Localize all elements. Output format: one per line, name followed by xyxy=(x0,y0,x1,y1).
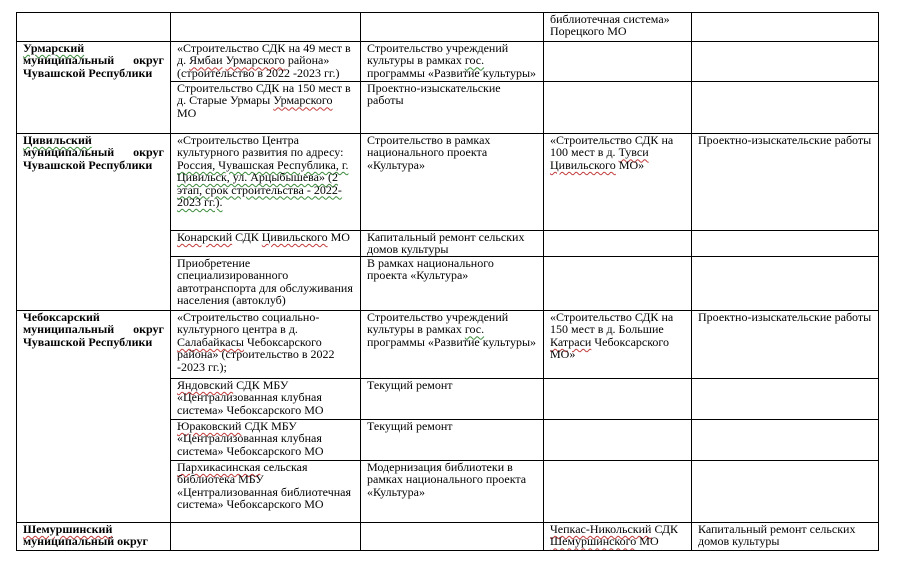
object-cell: Строительство СДК на 150 мест в д. Старые Урмары Урмарского МО xyxy=(171,82,361,134)
direction-cell: Капитальный ремонт сельских домов культуры xyxy=(361,231,544,257)
direction-cell: Текущий ремонт xyxy=(361,420,544,461)
object-cell: Приобретение специализированного автотранспорта для обслуживания населения (автоклуб) xyxy=(171,257,361,311)
plan-object-cell xyxy=(544,82,692,134)
direction-cell: Текущий ремонт xyxy=(361,379,544,420)
table-row xyxy=(17,134,879,231)
object-cell xyxy=(171,523,361,551)
plan-direction-cell xyxy=(692,231,879,257)
object-cell: Юраковский СДК МБУ «Централизованная клубная система» Чебоксарского МО xyxy=(171,420,361,461)
direction-cell: Строительство учреждений культуры в рамках гос. программы «Развитие культуры» xyxy=(361,311,544,379)
table-row xyxy=(17,13,879,42)
plan-direction-cell xyxy=(692,379,879,420)
plan-object-cell: Чепкас-Никольский СДК Шемуршинского МО xyxy=(544,523,692,551)
plan-direction-cell xyxy=(692,257,879,311)
plan-object-cell xyxy=(544,461,692,523)
object-cell: Пархикасинская сельская библиотека МБУ «Централизованная библиотечная система» Чебоксарского МО xyxy=(171,461,361,523)
region-cell: Чебоксарский муниципальный округ Чувашской Республики xyxy=(17,311,171,523)
direction-cell: В рамках национального проекта «Культура» xyxy=(361,257,544,311)
plan-direction-cell xyxy=(692,461,879,523)
object-cell: Конарский СДК Цивильского МО xyxy=(171,231,361,257)
direction-cell xyxy=(361,523,544,551)
plan-object-cell xyxy=(544,420,692,461)
region-cell: Урмарский муниципальный округ Чувашской Республики xyxy=(17,42,171,134)
direction-cell: Строительство учреждений культуры в рамках гос. программы «Развитие культуры» xyxy=(361,42,544,82)
object-cell: «Строительство социально-культурного центра в д. Салабайкасы Чебоксарского района» (строительство в 2022 -2023 гг.); xyxy=(171,311,361,379)
region-cell xyxy=(17,13,171,42)
plan-direction-cell xyxy=(692,82,879,134)
plan-object-cell xyxy=(544,231,692,257)
object-cell: «Строительство Центра культурного развития по адресу: Россия, Чувашская Республика, г. Цивильск, ул. Арцыбышева» (2 этап, срок строительства - 2022-2023 гг.). xyxy=(171,134,361,231)
object-cell: «Строительство СДК на 49 мест в д. Ямбаи Урмарского района» (строительство в 2022 -2023 гг.) xyxy=(171,42,361,82)
plan-object-cell: «Строительство СДК на 150 мест в д. Большие Катраси Чебоксарского МО» xyxy=(544,311,692,379)
plan-object-cell: библиотечная система» Порецкого МО xyxy=(544,13,692,42)
region-cell: Шемуршинский муниципальный округ xyxy=(17,523,171,551)
plan-object-cell: «Строительство СДК на 100 мест в д. Тувси Цивильского МО» xyxy=(544,134,692,231)
direction-cell: Строительство в рамках национального проекта «Культура» xyxy=(361,134,544,231)
plan-direction-cell: Проектно-изыскательские работы xyxy=(692,134,879,231)
plan-object-cell xyxy=(544,379,692,420)
plan-direction-cell: Проектно-изыскательские работы xyxy=(692,311,879,379)
table-row xyxy=(17,523,879,551)
plan-direction-cell xyxy=(692,13,879,42)
plan-direction-cell xyxy=(692,42,879,82)
plan-object-cell xyxy=(544,42,692,82)
direction-cell: Проектно-изыскательские работы xyxy=(361,82,544,134)
culture-objects-table xyxy=(16,12,879,551)
table-row xyxy=(17,311,879,379)
plan-direction-cell xyxy=(692,420,879,461)
direction-cell: Модернизация библиотеки в рамках национального проекта «Культура» xyxy=(361,461,544,523)
object-cell: Яндовский СДК МБУ «Централизованная клубная система» Чебоксарского МО xyxy=(171,379,361,420)
plan-direction-cell: Капитальный ремонт сельских домов культуры xyxy=(692,523,879,551)
direction-cell xyxy=(361,13,544,42)
object-cell xyxy=(171,13,361,42)
region-cell: Цивильский муниципальный округ Чувашской Республики xyxy=(17,134,171,311)
table-row xyxy=(17,42,879,82)
plan-object-cell xyxy=(544,257,692,311)
